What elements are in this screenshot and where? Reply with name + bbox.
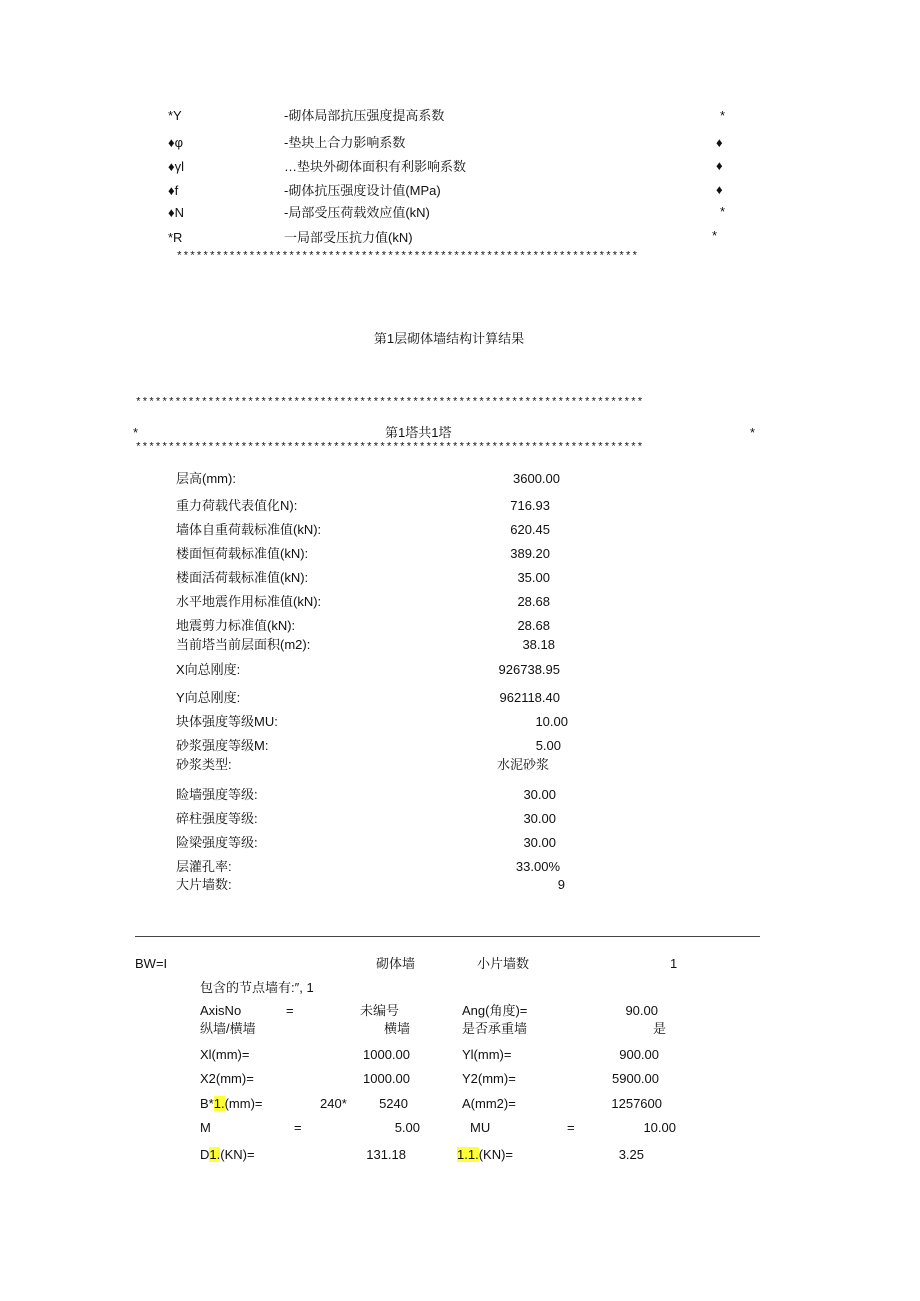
param-label: Y向总刚度: <box>176 690 241 705</box>
bearing-value: 是 <box>653 1021 667 1036</box>
legend-symbol: ♦γl <box>168 159 185 174</box>
m-value: 5.00 <box>394 1120 420 1135</box>
axis-value: 未编号 <box>360 1003 400 1018</box>
param-value: 33.00% <box>515 859 560 874</box>
wall-id: BW=I <box>135 956 168 971</box>
d-label <box>200 1147 255 1163</box>
axis-eq: = <box>286 1003 294 1018</box>
area-label: A(mm2)= <box>462 1096 516 1111</box>
legend-symbol: *Y <box>168 108 182 123</box>
x2-label: X2(mm)= <box>200 1071 254 1086</box>
param-label: 当前塔当前层面积(m2): <box>176 637 311 652</box>
param-value: 389.20 <box>510 546 550 561</box>
small-wall-count: 1 <box>670 956 678 971</box>
area-value: 1257600 <box>611 1096 662 1111</box>
axis-label: AxisNo <box>200 1003 242 1018</box>
mu-label: MU <box>470 1120 491 1135</box>
d-value: 131.18 <box>366 1147 406 1162</box>
orientation-value: 横墙 <box>384 1021 411 1036</box>
star-divider: ********************************************************************** <box>176 251 639 263</box>
small-wall-label: 小片墙数 <box>477 956 530 971</box>
tower-star-right: * <box>750 425 756 440</box>
param-label: 楼面恒荷载标准值(kN): <box>176 546 309 561</box>
wall-nodes: 包含的节点墙有:″, 1 <box>200 980 314 995</box>
param-label: 碎柱强度等级: <box>176 811 258 826</box>
param-value: 962118.40 <box>499 690 560 705</box>
x2-value: 1000.00 <box>363 1071 410 1086</box>
m-label: M <box>200 1120 211 1135</box>
m-eq: = <box>294 1120 302 1135</box>
param-value: 35.00 <box>517 570 550 585</box>
orientation-label: 纵墙/横墙 <box>200 1021 256 1036</box>
legend-symbol: ♦φ <box>168 135 184 150</box>
param-value: 水泥砂浆 <box>497 757 550 772</box>
legend-tail: * <box>720 108 726 123</box>
angle-label: Ang(角度)= <box>462 1003 528 1018</box>
param-label: 块体强度等级MU: <box>176 714 278 729</box>
d-prefix: D <box>200 1147 210 1162</box>
l-value: 3.25 <box>618 1147 644 1162</box>
param-value: 5.00 <box>535 738 561 753</box>
legend-tail: * <box>712 228 718 243</box>
horizontal-rule <box>135 936 760 937</box>
param-value: 30.00 <box>523 811 556 826</box>
param-label: 楼面活荷载标准值(kN): <box>176 570 309 585</box>
legend-symbol: *R <box>168 230 183 245</box>
x1-value: 1000.00 <box>363 1047 410 1062</box>
legend-tail: ♦ <box>716 182 723 197</box>
legend-tail: ♦ <box>716 135 723 150</box>
param-value: 10.00 <box>535 714 568 729</box>
param-value: 620.45 <box>510 522 550 537</box>
d-highlight: 1. <box>209 1147 221 1162</box>
param-value: 30.00 <box>523 835 556 850</box>
param-label: 墙体自重荷载标准值(kN): <box>176 522 322 537</box>
b-mid: 240* <box>320 1096 347 1111</box>
y1-label: Yl(mm)= <box>462 1047 512 1062</box>
b-prefix: B* <box>200 1096 214 1111</box>
l-label <box>457 1147 513 1163</box>
l-suffix: (KN)= <box>478 1147 513 1162</box>
mu-value: 10.00 <box>643 1120 676 1135</box>
b-label <box>200 1096 263 1112</box>
param-value: 28.68 <box>517 618 550 633</box>
section-title: 第1层砌体墙结构计算结果 <box>373 331 525 346</box>
param-label: 砂浆类型: <box>176 757 232 772</box>
param-label: 层灌孔率: <box>176 859 232 874</box>
legend-symbol: ♦f <box>168 183 179 198</box>
legend-desc: -砌体抗压强度设计值(MPa) <box>284 183 441 198</box>
param-label: 重力荷载代表值化N): <box>176 498 298 513</box>
param-value: 9 <box>557 877 565 892</box>
param-value: 3600.00 <box>513 471 560 486</box>
legend-tail: * <box>720 204 726 219</box>
legend-symbol: ♦N <box>168 205 185 220</box>
star-divider: ***************************************************************************** <box>135 397 644 409</box>
x1-label: Xl(mm)= <box>200 1047 250 1062</box>
legend-desc: -垫块上合力影响系数 <box>284 135 406 150</box>
y2-value: 5900.00 <box>612 1071 659 1086</box>
bearing-label: 是否承重墙 <box>462 1021 528 1036</box>
param-value: 30.00 <box>523 787 556 802</box>
param-value: 926738.95 <box>498 662 560 677</box>
mu-eq: = <box>567 1120 575 1135</box>
param-label: X向总刚度: <box>176 662 241 677</box>
param-label: 水平地震作用标准值(kN): <box>176 594 322 609</box>
param-label: 睑墙强度等级: <box>176 787 258 802</box>
param-label: 地震剪力标准值(kN): <box>176 618 296 633</box>
b-suffix: (mm)= <box>224 1096 263 1111</box>
legend-desc: -砌体局部抗压强度提高系数 <box>284 108 445 123</box>
angle-value: 90.00 <box>625 1003 658 1018</box>
wall-type: 砌体墙 <box>376 956 416 971</box>
param-label: 大片墙数: <box>176 877 232 892</box>
d-suffix: (KN)= <box>220 1147 255 1162</box>
tower-title: 第1塔共1塔 <box>385 425 452 440</box>
legend-tail: ♦ <box>716 158 723 173</box>
param-value: 28.68 <box>517 594 550 609</box>
l-highlight: 1.1. <box>457 1147 479 1162</box>
param-value: 716.93 <box>510 498 550 513</box>
b-highlight: 1. <box>213 1096 225 1111</box>
y2-label: Y2(mm)= <box>462 1071 516 1086</box>
tower-star-left: * <box>133 425 139 440</box>
param-label: 险梁强度等级: <box>176 835 258 850</box>
legend-desc: …垫块外砌体面积有利影响系数 <box>284 159 467 174</box>
star-divider: ***************************************************************************** <box>135 442 644 454</box>
legend-desc: 一局部受压抗力值(kN) <box>284 230 413 245</box>
param-label: 层高(mm): <box>176 471 236 486</box>
param-value: 38.18 <box>522 637 555 652</box>
legend-desc: -局部受压荷载效应值(kN) <box>284 205 430 220</box>
y1-value: 900.00 <box>619 1047 659 1062</box>
param-label: 砂浆强度等级M: <box>176 738 269 753</box>
b-value: 5240 <box>379 1096 408 1111</box>
